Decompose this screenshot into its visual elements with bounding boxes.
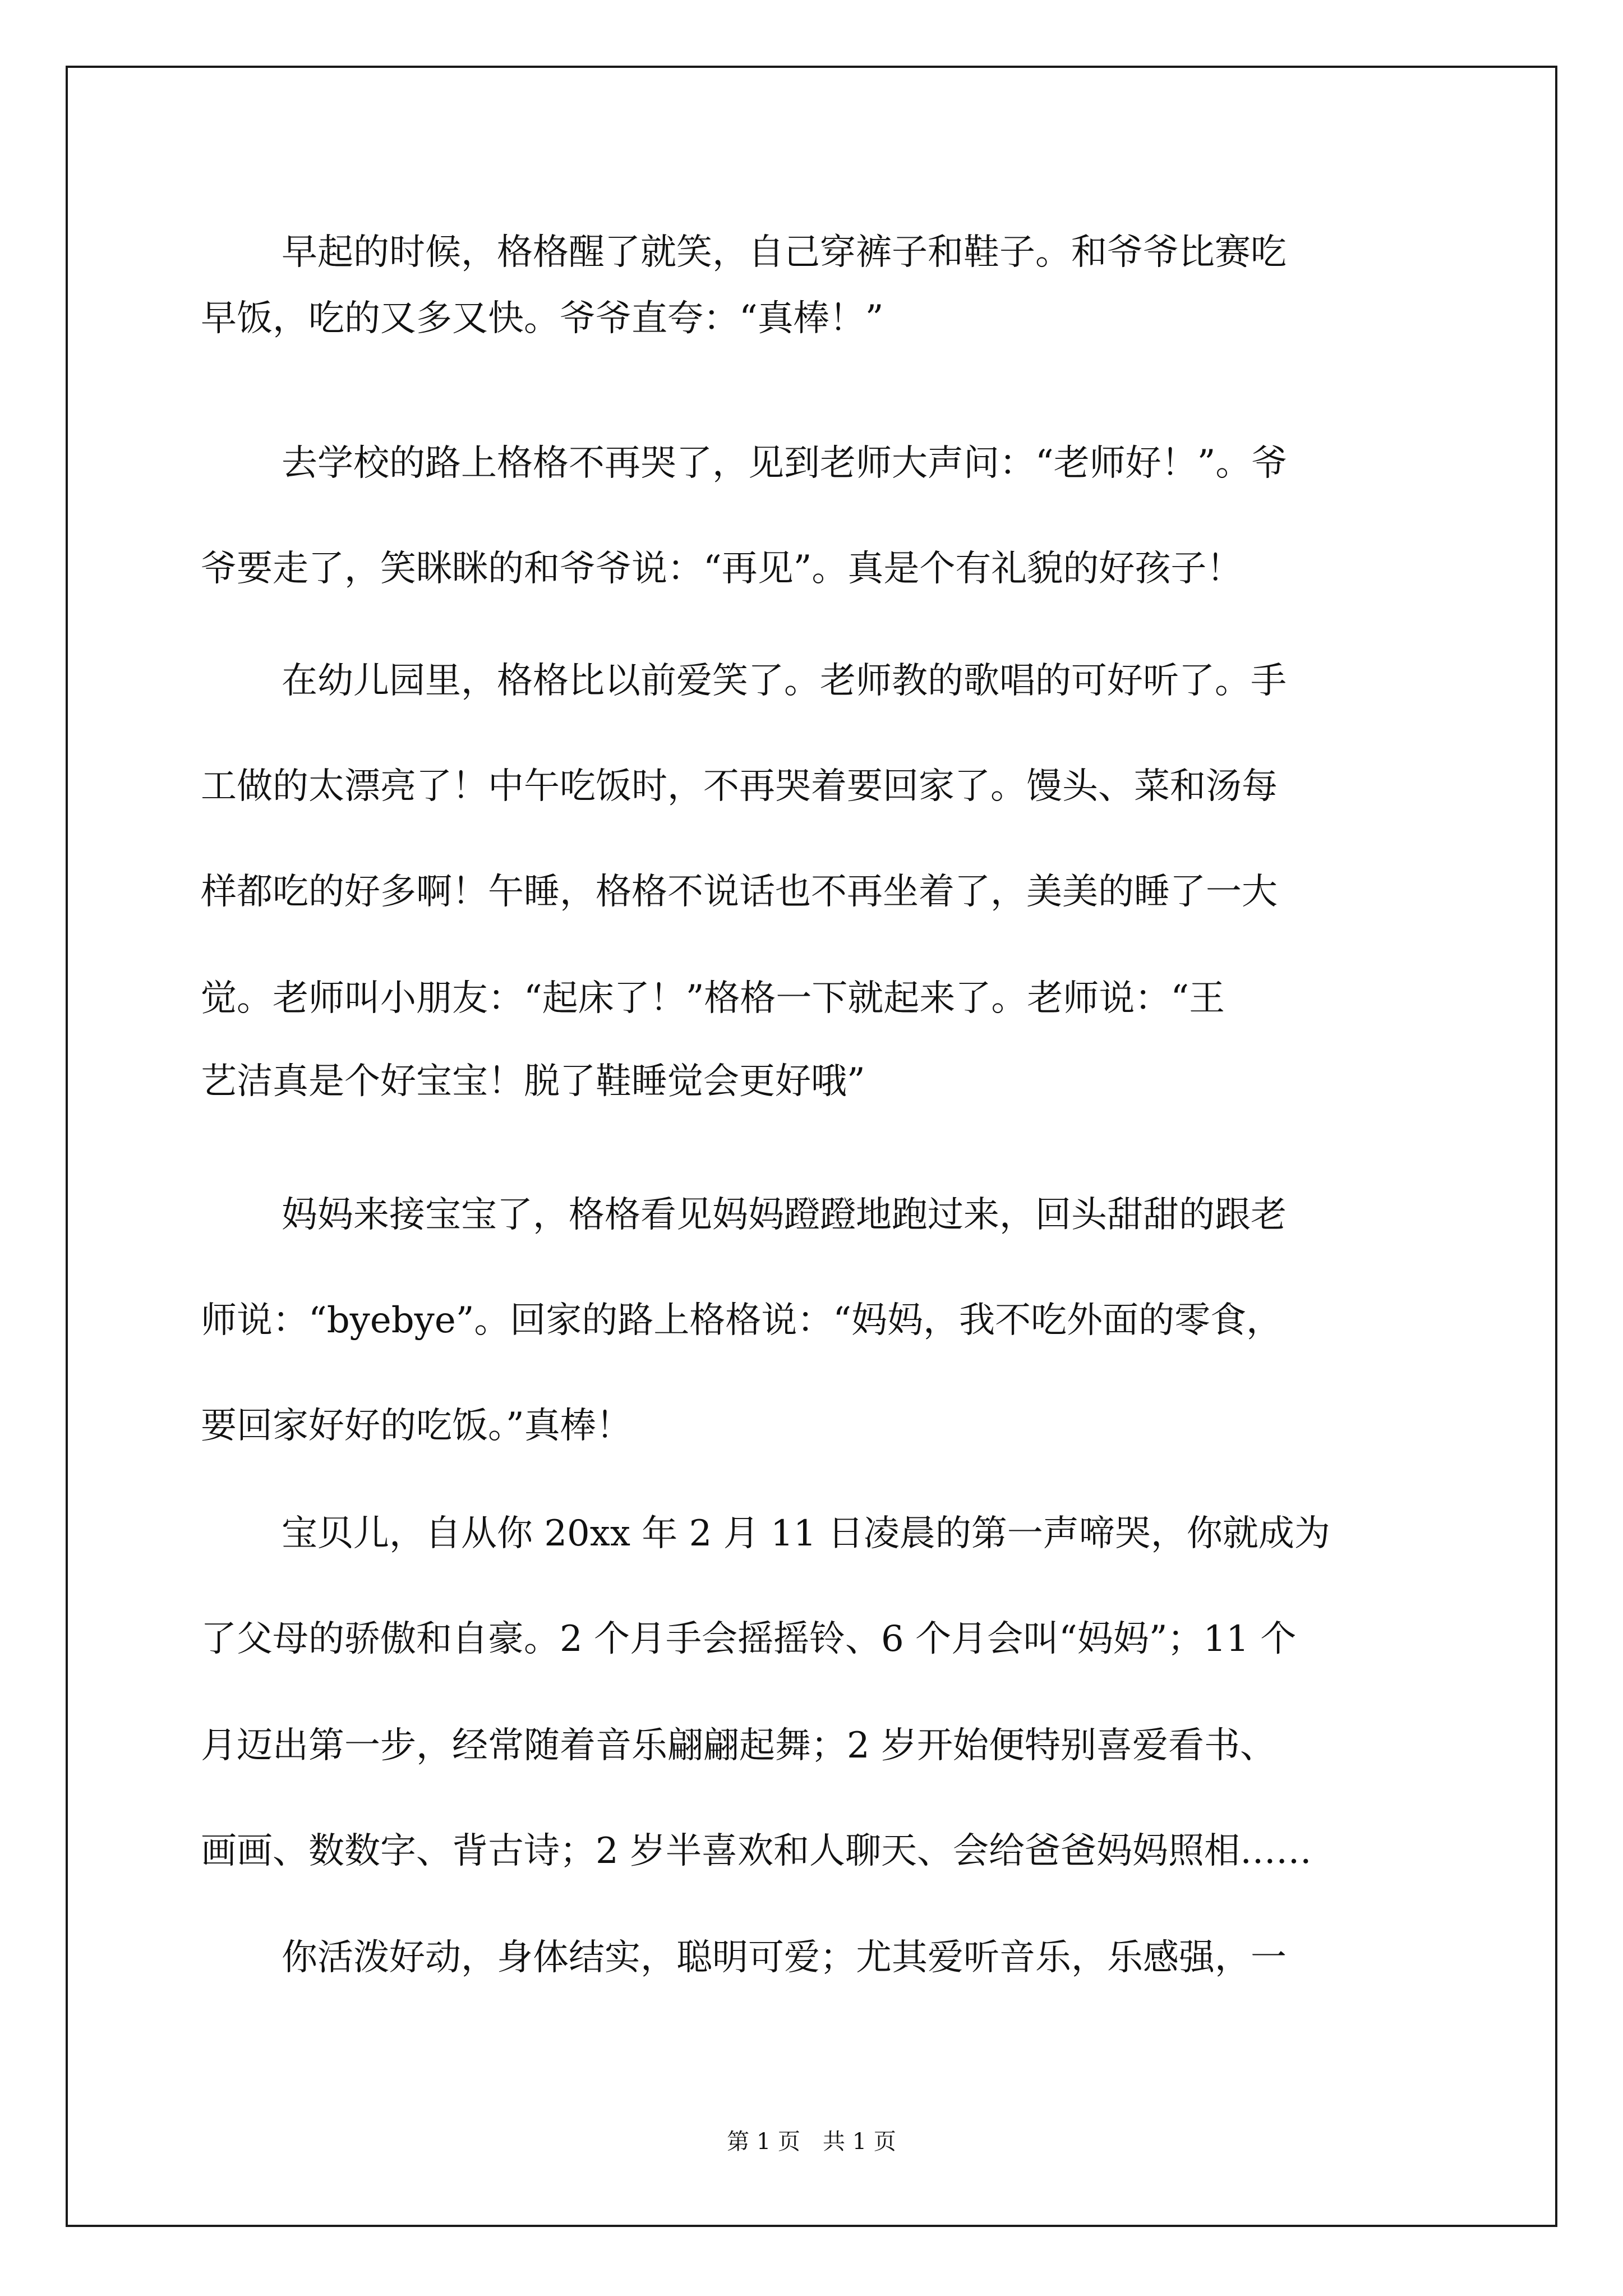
paragraph-line: 去学校的路上格格不再哭了，见到老师大声问：“老师好！”。爷 xyxy=(282,443,1288,484)
paragraph-line: 月迈出第一步，经常随着音乐翩翩起舞；2 岁开始便特别喜爱看书、 xyxy=(201,1725,1276,1766)
paragraph-line: 艺洁真是个好宝宝！脱了鞋睡觉会更好哦” xyxy=(201,1061,865,1102)
page-footer: 第 1 页 共 1 页 xyxy=(727,2129,896,2155)
paragraph-line: 妈妈来接宝宝了，格格看见妈妈蹬蹬地跑过来，回头甜甜的跟老 xyxy=(282,1194,1287,1236)
paragraph-line: 师说：“byebye”。回家的路上格格说：“妈妈，我不吃外面的零食， xyxy=(201,1300,1283,1341)
paragraph-line: 工做的太漂亮了！中午吃饭时，不再哭着要回家了。馒头、菜和汤每 xyxy=(201,766,1278,807)
paragraph-line: 爷要走了，笑眯眯的和爷爷说：“再见”。真是个有礼貌的好孩子！ xyxy=(201,548,1243,590)
paragraph-line: 早饭，吃的又多又快。爷爷直夸：“真棒！” xyxy=(201,298,884,339)
paragraph-line: 早起的时候，格格醒了就笑，自己穿裤子和鞋子。和爷爷比赛吃 xyxy=(282,232,1287,273)
paragraph-line: 宝贝儿，自从你 20xx 年 2 月 11 日凌晨的第一声啼哭，你就成为 xyxy=(282,1513,1330,1554)
page-border xyxy=(66,66,1557,2227)
paragraph-line: 画画、数数字、背古诗；2 岁半喜欢和人聊天、会给爸爸妈妈照相…… xyxy=(201,1830,1312,1872)
paragraph-line: 你活泼好动，身体结实，聪明可爱；尤其爱听音乐，乐感强，一 xyxy=(282,1937,1287,1978)
paragraph-line: 样都吃的好多啊！午睡，格格不说话也不再坐着了，美美的睡了一大 xyxy=(201,871,1278,913)
paragraph-line: 在幼儿园里，格格比以前爱笑了。老师教的歌唱的可好听了。手 xyxy=(282,660,1287,702)
paragraph-line: 要回家好好的吃饭。”真棒！ xyxy=(201,1405,632,1447)
paragraph-line: 了父母的骄傲和自豪。2 个月手会摇摇铃、6 个月会叫“妈妈”；11 个 xyxy=(201,1618,1297,1660)
paragraph-line: 觉。老师叫小朋友：“起床了！”格格一下就起来了。老师说：“王 xyxy=(201,978,1225,1019)
